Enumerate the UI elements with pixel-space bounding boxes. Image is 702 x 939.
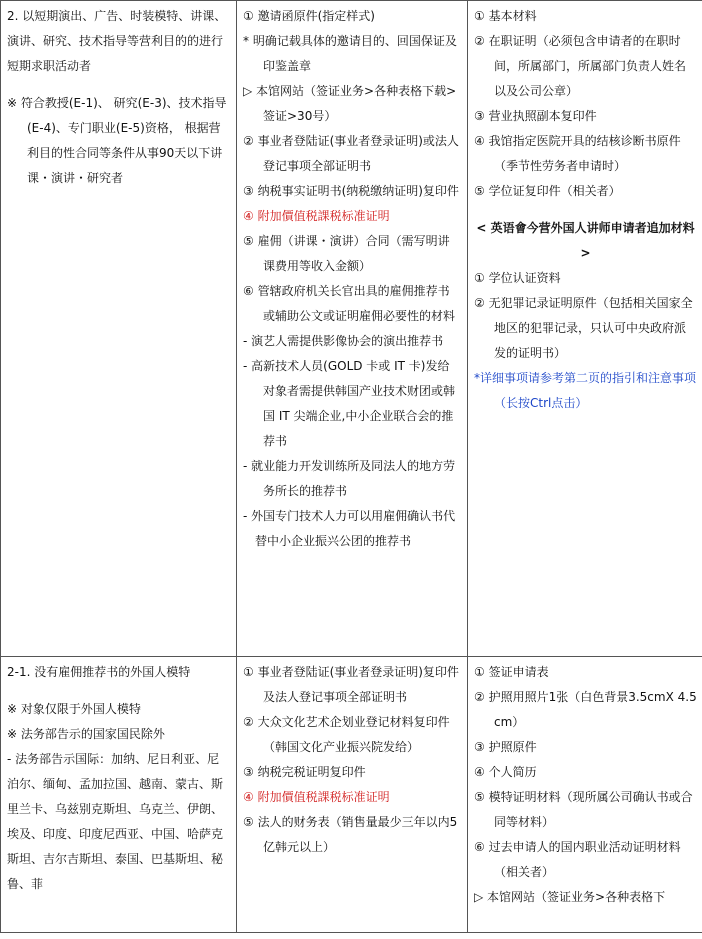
document-item: ④ 个人简历 (474, 765, 537, 779)
spacer (7, 79, 230, 91)
document-item: ② 无犯罪记录证明原件（包括相关国家全地区的犯罪记录，只认可中央政府派发的证明书） (474, 296, 693, 360)
document-item: ② 护照用照片1张（白色背景3.5cmX 4.5cm） (474, 690, 697, 729)
document-item: ⑤ 雇佣（讲课・演讲）合同（需写明讲课费用等收入金额） (243, 234, 450, 273)
document-item: ② 事业者登陆证(事业者登录证明)或法人登记事项全部证明书 (243, 134, 459, 173)
document-item: - 演艺人需提供影像协会的演出推荐书 (243, 334, 444, 348)
document-item: ③ 护照原件 (474, 740, 537, 754)
document-item: ③ 纳税事实证明书(纳税缴纳证明)复印件 (243, 184, 459, 198)
applicant-docs-cell (468, 1, 702, 657)
table-row (1, 657, 702, 933)
applicant-docs-cell (468, 657, 702, 933)
document-item: ① 签证申请表 (474, 665, 549, 679)
company-docs-cell (237, 657, 468, 933)
document-item: ⑤ 学位证复印件（相关者） (474, 184, 621, 198)
document-item: ▷ 本馆网站（签证业务>各种表格下 (474, 890, 666, 904)
document-item: < 英语會今营外国人讲师申请者追加材料> (476, 221, 695, 260)
document-item: ⑤ 模特证明材料（现所属公司确认书或合同等材料） (474, 790, 693, 829)
document-item: ⑤ 法人的财务表（销售量最少三年以内5亿韩元以上） (243, 815, 458, 854)
document-item: ※ 符合教授(E-1)、 研究(E-3)、技术指导(E-4)、专门职业(E-5)资格， 根据营利目的性合同等条件从事90天以下讲课・演讲・研究者 (7, 96, 227, 185)
document-item: - 法务部告示国际：加纳、尼日利亚、尼泊尔、缅甸、孟加拉国、越南、蒙古、斯里兰卡、乌兹别克斯坦、乌克兰、伊朗、埃及、印度、印度尼西亚、中国、哈萨克斯坦、吉尔吉斯坦、泰国、巴基斯坦、秘鲁、菲 (7, 752, 224, 891)
detail-link[interactable]: *详细事项请参考第二页的指引和注意事项（长按Ctrl点击） (474, 371, 697, 410)
document-item: - 就业能力开发训练所及同法人的地方劳务所长的推荐书 (243, 459, 456, 498)
document-item: 2. 以短期演出、广告、时装模特、讲课、演讲、研究、技术指导等营利目的的进行短期求职活动者 (7, 9, 227, 73)
document-item: ※ 对象仅限于外国人模特 (7, 702, 141, 716)
document-item: ① 事业者登陆证(事业者登录证明)复印件及法人登记事项全部证明书 (243, 665, 459, 704)
document-item: 2-1. 没有雇佣推荐书的外国人模特 (7, 665, 191, 679)
document-item: ① 邀请函原件(指定样式) (243, 9, 375, 23)
table-row (1, 1, 702, 657)
spacer (474, 204, 697, 216)
document-item: ④ 附加價值税課税标准证明 (243, 790, 390, 804)
document-item: - 外国专门技术人力可以用雇佣确认书代替中小企业振兴公团的推荐书 (243, 509, 456, 548)
document-item: ⑥ 过去申请人的国内职业活动证明材料（相关者） (474, 840, 681, 879)
spacer (7, 685, 230, 697)
document-item: ① 学位认证资料 (474, 271, 561, 285)
document-item: ▷ 本馆网站（签证业务>各种表格下载>签证>30号） (243, 84, 457, 123)
company-docs-cell (237, 1, 468, 657)
document-item: ③ 纳税完税证明复印件 (243, 765, 366, 779)
category-cell (1, 1, 237, 657)
category-cell (1, 657, 237, 933)
document-item: ※ 法务部告示的国家国民除外 (7, 727, 165, 741)
document-item: ② 大众文化艺术企划业登记材料复印件（韩国文化产业振兴院发给） (243, 715, 450, 754)
document-item: * 明确记载具体的邀请目的、回国保证及印鉴盖章 (243, 34, 457, 73)
document-item: ⑥ 管辖政府机关长官出具的雇佣推荐书或辅助公文或证明雇佣必要性的材料 (243, 284, 456, 323)
document-item: ④ 我馆指定医院开具的结核诊断书原件（季节性劳务者申请时） (474, 134, 681, 173)
document-item: ② 在职证明（必须包含申请者的在职时间，所属部门，所属部门负责人姓名以及公司公章） (474, 34, 687, 98)
document-item: - 高新技术人员(GOLD 卡或 IT 卡)发给对象者需提供韩国产业技术财团或韩国 IT 尖端企业,中小企业联合会的推荐书 (243, 359, 456, 448)
document-item: ④ 附加價值税課税标准证明 (243, 209, 390, 223)
document-item: ① 基本材料 (474, 9, 537, 23)
document-item: ③ 营业执照副本复印件 (474, 109, 597, 123)
